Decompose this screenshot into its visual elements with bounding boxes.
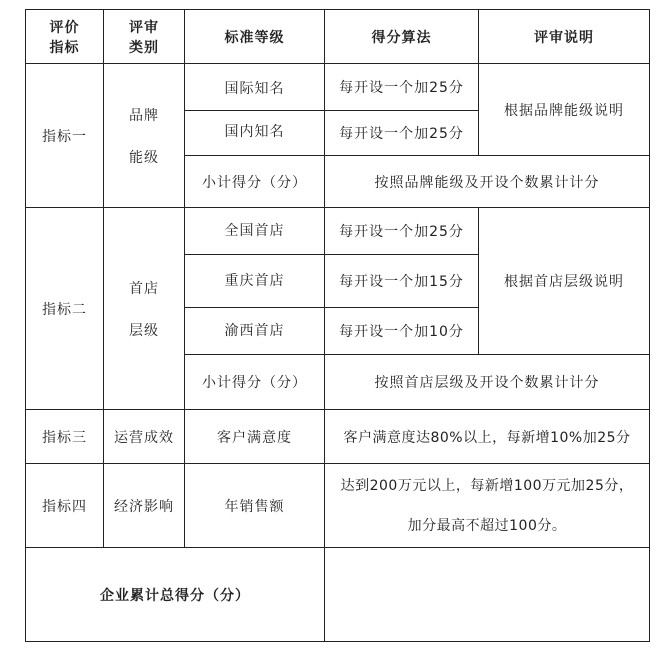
indicator1-level-1: 国际知名 (185, 64, 325, 111)
indicator3-category: 运营成效 (104, 410, 185, 464)
total-value (325, 548, 650, 642)
indicator3-algorithm: 客户满意度达80%以上，每新增10%加25分 (325, 410, 650, 464)
indicator2-name: 指标二 (26, 208, 104, 410)
indicator2-note: 根据首店层级说明 (479, 208, 650, 355)
header-algorithm: 得分算法 (325, 10, 479, 64)
indicator2-level-2: 重庆首店 (185, 255, 325, 308)
table-row (26, 410, 650, 464)
indicator2-level-3: 渝西首店 (185, 308, 325, 355)
indicator1-level-2: 国内知名 (185, 111, 325, 156)
header-level: 标准等级 (185, 10, 325, 64)
indicator4-algorithm: 达到200万元以上，每新增100万元加25分， 加分最高不超过100分。 (325, 464, 650, 548)
indicator1-subtotal-rule: 按照品牌能级及开设个数累计计分 (325, 156, 650, 208)
indicator2-category: 首店 层级 (104, 208, 185, 410)
indicator2-subtotal-rule: 按照首店层级及开设个数累计计分 (325, 355, 650, 410)
indicator2-subtotal-label: 小计得分（分） (185, 355, 325, 410)
indicator3-name: 指标三 (26, 410, 104, 464)
indicator4-level: 年销售额 (185, 464, 325, 548)
indicator1-subtotal-label: 小计得分（分） (185, 156, 325, 208)
header-row (26, 10, 650, 64)
indicator3-level: 客户满意度 (185, 410, 325, 464)
table-row (26, 64, 650, 111)
indicator2-algorithm-3: 每开设一个加10分 (325, 308, 479, 355)
table-row (26, 208, 650, 255)
table-row (26, 464, 650, 548)
indicator1-algorithm-1: 每开设一个加25分 (325, 64, 479, 111)
indicator1-name: 指标一 (26, 64, 104, 208)
total-label: 企业累计总得分（分） (26, 548, 325, 642)
scoring-table (25, 9, 650, 642)
scoring-table-wrapper (25, 9, 650, 642)
indicator4-category: 经济影响 (104, 464, 185, 548)
header-indicator: 评价 指标 (26, 10, 104, 64)
indicator2-level-1: 全国首店 (185, 208, 325, 255)
indicator4-name: 指标四 (26, 464, 104, 548)
total-row (26, 548, 650, 642)
indicator1-note: 根据品牌能级说明 (479, 64, 650, 156)
header-category: 评审 类别 (104, 10, 185, 64)
indicator2-algorithm-2: 每开设一个加15分 (325, 255, 479, 308)
indicator1-algorithm-2: 每开设一个加25分 (325, 111, 479, 156)
header-note: 评审说明 (479, 10, 650, 64)
indicator1-category: 品牌 能级 (104, 64, 185, 208)
indicator2-algorithm-1: 每开设一个加25分 (325, 208, 479, 255)
